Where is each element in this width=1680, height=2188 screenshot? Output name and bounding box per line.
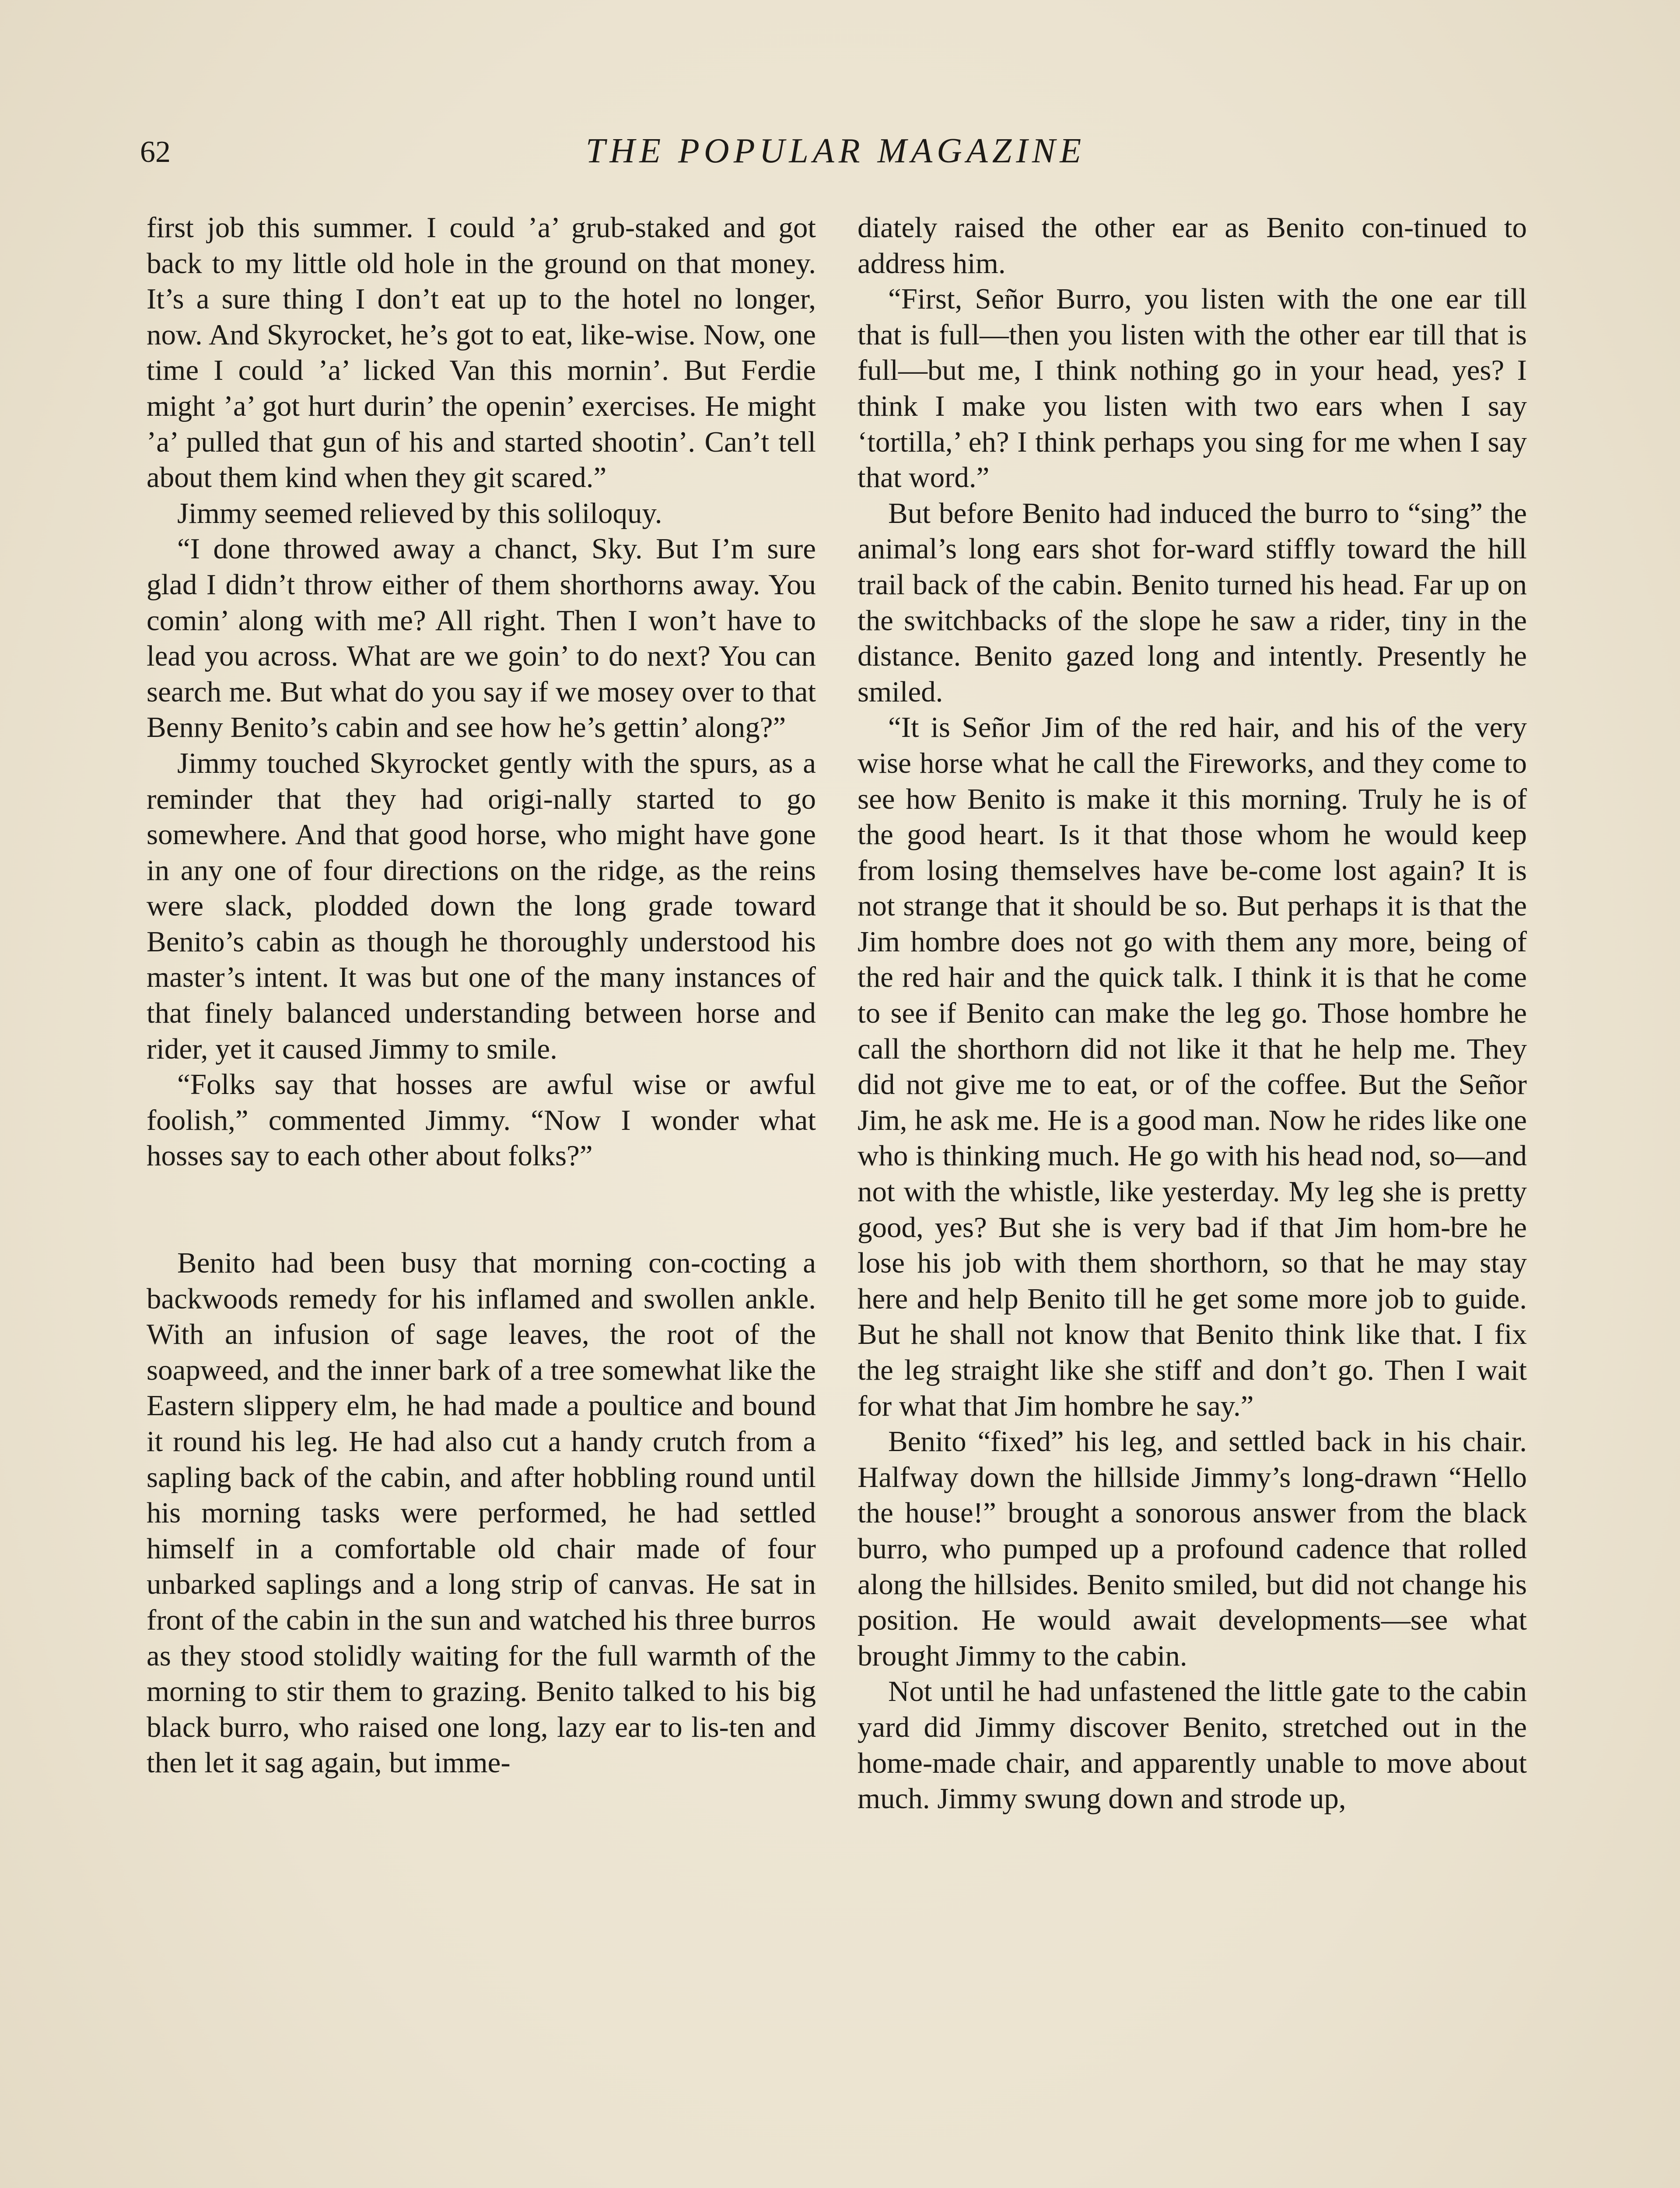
left-column — [147, 210, 816, 1781]
paragraph: diately raised the other ear as Benito con-tinued to address him. — [858, 211, 1527, 280]
paragraph: first job this summer. I could ’a’ grub-staked and got back to my little old hole in the ground on that money. It’s a sure thing I don’t eat up to the hotel no longer, now. And Skyrocket, he’s got to eat, like-wise. Now, one time I could ’a’ licked Van this mornin’. But Ferdie might ’a’ got hurt durin’ the openin’ exercises. He might ’a’ pulled that gun of his and started shootin’. Can’t tell about them kind when they git scared.” — [147, 211, 816, 494]
paragraph: “It is Señor Jim of the red hair, and his of the very wise horse what he call the Fireworks, and they come to see how Benito is make it this morning. Truly he is of the good heart. Is it that those whom he would keep from losing themselves have be-come lost again? It is not strange that it should be so. But perhaps it is that the Jim hombre does not go with them any more, being of the red hair and the quick talk. I think it is that he come to see if Benito can make the leg go. Those hombre he call the shorthorn did not like it that he help me. They did not give me to eat, or of the coffee. But the Señor Jim, he ask me. He is a good man. Now he rides like one who is thinking much. He go with his head nod, so—and not with the whistle, like yesterday. My leg she is pretty good, yes? But she is very bad if that Jim hom-bre he lose his job with them shorthorn, so that he may stay here and help Benito till he get some more job to guide. But he shall not know that Benito think like that. I fix the leg straight like she stiff and don’t go. Then I wait for what that Jim hombre he say.” — [858, 711, 1527, 1422]
right-column — [858, 210, 1527, 1817]
paragraph: “Folks say that hosses are awful wise or awful foolish,” commented Jimmy. “Now I wonder what hosses say to each other about folks?” — [147, 1068, 816, 1172]
paragraph: Jimmy seemed relieved by this soliloquy. — [177, 497, 662, 529]
paragraph: “First, Señor Burro, you listen with the one ear till that is full—then you listen with the other ear till that is full—but me, I think nothing go in your head, yes? I think I make you listen with two ears when I say ‘tortilla,’ eh? I think perhaps you sing for me when I say that word.” — [858, 283, 1527, 494]
paragraph: “I done throwed away a chanct, Sky. But I’m sure glad I didn’t throw either of them shorthorns away. You comin’ along with me? All right. Then I won’t have to lead you across. What are we goin’ to do next? You can search me. But what do you say if we mosey over to that Benny Benito’s cabin and see how he’s gettin’ along?” — [147, 533, 816, 744]
page-number: 62 — [140, 135, 171, 169]
paragraph: Jimmy touched Skyrocket gently with the spurs, as a reminder that they had origi-nally started to go somewhere. And that good horse, who might have gone in any one of four directions on the ridge, as the reins were slack, plodded down the long grade toward Benito’s cabin as though he thoroughly understood his master’s intent. It was but one of the many instances of that finely balanced understanding between horse and rider, yet it caused Jimmy to smile. — [147, 747, 816, 1065]
page-header — [140, 131, 1531, 179]
paragraph: Benito had been busy that morning con-cocting a backwoods remedy for his inflamed and swollen ankle. With an infusion of sage leaves, the root of the soapweed, and the inner bark of a tree somewhat like the Eastern slippery elm, he had made a poultice and bound it round his leg. He had also cut a handy crutch from a sapling back of the cabin, and after hobbling round until his morning tasks were performed, he had settled himself in a comfortable old chair made of four unbarked saplings and a long strip of canvas. He sat in front of the cabin in the sun and watched his three burros as they stood stolidly waiting for the full warmth of the morning to stir them to grazing. Benito talked to his big black burro, who raised one long, lazy ear to lis-ten and then let it sag again, but imme- — [147, 1247, 816, 1779]
running-head: THE POPULAR MAGAZINE — [585, 132, 1086, 170]
paragraph: Not until he had unfastened the little gate to the cabin yard did Jimmy discover Benito, stretched out in the home-made chair, and apparently unable to move about much. Jimmy swung down and strode up, — [858, 1675, 1527, 1815]
paragraph: Benito “fixed” his leg, and settled back in his chair. Halfway down the hillside Jimmy’s long-drawn “Hello the house!” brought a sonorous answer from the black burro, who pumped up a profound cadence that rolled along the hillsides. Benito smiled, but did not change his position. He would await developments—see what brought Jimmy to the cabin. — [858, 1425, 1527, 1672]
paragraph: But before Benito had induced the burro to “sing” the animal’s long ears shot for-ward stiffly toward the hill trail back of the cabin. Benito turned his head. Far up on the switchbacks of the slope he saw a rider, tiny in the distance. Benito gazed long and intently. Presently he smiled. — [858, 497, 1527, 708]
